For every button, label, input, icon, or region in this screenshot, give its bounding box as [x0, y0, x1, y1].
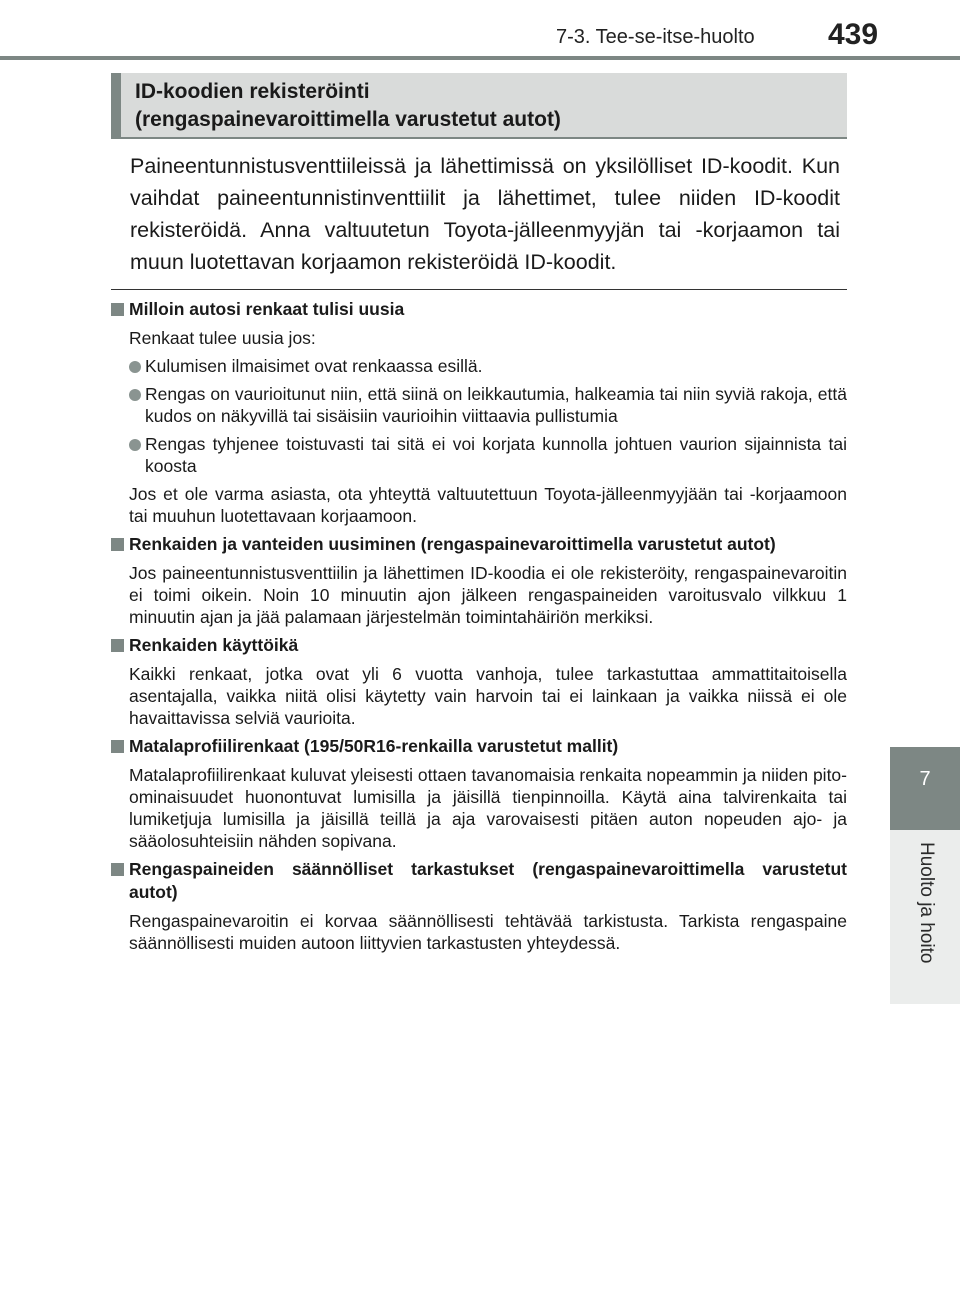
chapter-title: Huolto ja hoito [916, 842, 937, 964]
section-title-line-1: ID-koodien rekisteröinti [135, 80, 370, 103]
header-rule [0, 56, 960, 60]
heading-text: Rengaspaineiden säännölliset tarkastukset (rengaspainevaroittimella varustetut autot) [129, 859, 847, 902]
divider [111, 289, 847, 290]
list-item [129, 355, 847, 377]
heading-text: Renkaiden käyttöikä [129, 635, 299, 655]
subsection-heading [111, 735, 847, 758]
list-item [129, 433, 847, 477]
chapter-number: 7 [919, 768, 931, 790]
square-bullet-icon [111, 740, 124, 753]
list-item-text: Rengas on vaurioitunut niin, että siinä on leikkautumia, halkeamia tai niin syviä rakoja, että kudos on näkyvillä tai sisäisiin vaurioihin viittaavia pullistumia [145, 384, 847, 426]
paragraph: Kaikki renkaat, jotka ovat yli 6 vuotta vanhoja, tulee tarkastuttaa ammattitaitoisella asentajalla, vaikka niitä olisi käytetty vain harvoin tai ei lainkaan ja vaikka niissä ei ole havaittavissa selviä vaurioita. [129, 664, 847, 728]
heading-text: Matalaprofiilirenkaat (195/50R16-renkailla varustetut mallit) [129, 736, 619, 756]
section-title-box [111, 73, 847, 139]
square-bullet-icon [111, 303, 124, 316]
chapter-tab [890, 747, 960, 830]
page-number: 439 [828, 18, 879, 51]
section-title-line-2: (rengaspainevaroittimella varustetut autot) [135, 108, 561, 131]
chapter-strip [890, 830, 960, 1004]
subsection-heading [111, 298, 847, 321]
circle-bullet-icon [129, 361, 141, 373]
paragraph: Renkaat tulee uusia jos: [129, 328, 316, 348]
subsection-heading [111, 533, 847, 556]
circle-bullet-icon [129, 389, 141, 401]
subsection-heading [111, 634, 847, 657]
list-item [129, 383, 847, 427]
square-bullet-icon [111, 538, 124, 551]
paragraph: Rengaspainevaroitin ei korvaa säännöllisesti tehtävää tarkistusta. Tarkista rengaspaine säännöllisesti muiden autoon liittyvien tarkastusten yhteydessä. [129, 911, 847, 953]
square-bullet-icon [111, 863, 124, 876]
subsection-heading [111, 858, 847, 904]
heading-text: Renkaiden ja vanteiden uusiminen (rengaspainevaroittimella varustetut autot) [129, 534, 776, 554]
circle-bullet-icon [129, 439, 141, 451]
paragraph: Jos paineentunnistusventtiilin ja lähettimen ID-koodia ei ole rekisteröity, rengaspainevaroitin ei toimi oikein. Noin 10 minuutin ajon jälkeen rengaspaineiden varoitusvalo vilkkuu 1 minuutin ajan ja jää palamaan järjestelmän toimintahäiriön merkiksi. [129, 563, 847, 627]
paragraph: Matalaprofiilirenkaat kuluvat yleisesti ottaen tavanomaisia renkaita nopeammin ja niiden pito-ominaisuudet huonontuvat lumisilla ja jäisillä tienpinnoilla. Käytä aina talvirenkaita tai lumiketjuja lumisilla ja jäisillä teillä ja aja varovaisesti pitäen auton nopeuden ajo- ja sääolosuhteisiin nähden sopivana. [129, 765, 847, 851]
header-section-title: 7-3. Tee-se-itse-huolto [556, 26, 755, 48]
paragraph: Jos et ole varma asiasta, ota yhteyttä valtuutettuun Toyota-jälleenmyyjään tai -korjaamoon tai muuhun luotettavaan korjaamoon. [129, 484, 847, 526]
square-bullet-icon [111, 639, 124, 652]
heading-text: Milloin autosi renkaat tulisi uusia [129, 299, 405, 319]
intro-paragraph: Paineentunnistusventtiileissä ja lähettimissä on yksilölliset ID-koodit. Kun vaihdat paineentunnistinventtiilit ja lähettimet, tulee niiden ID-koodit rekisteröidä. Anna valtuutetun Toyota-jälleenmyyjän tai -korjaamon tai muun luotettavan korjaamon rekisteröidä ID-koodit. [130, 154, 840, 274]
content [111, 298, 847, 960]
list-item-text: Kulumisen ilmaisimet ovat renkaassa esillä. [145, 356, 483, 376]
list-item-text: Rengas tyhjenee toistuvasti tai sitä ei voi korjata kunnolla johtuen vaurion sijainnista tai koosta [145, 434, 847, 476]
